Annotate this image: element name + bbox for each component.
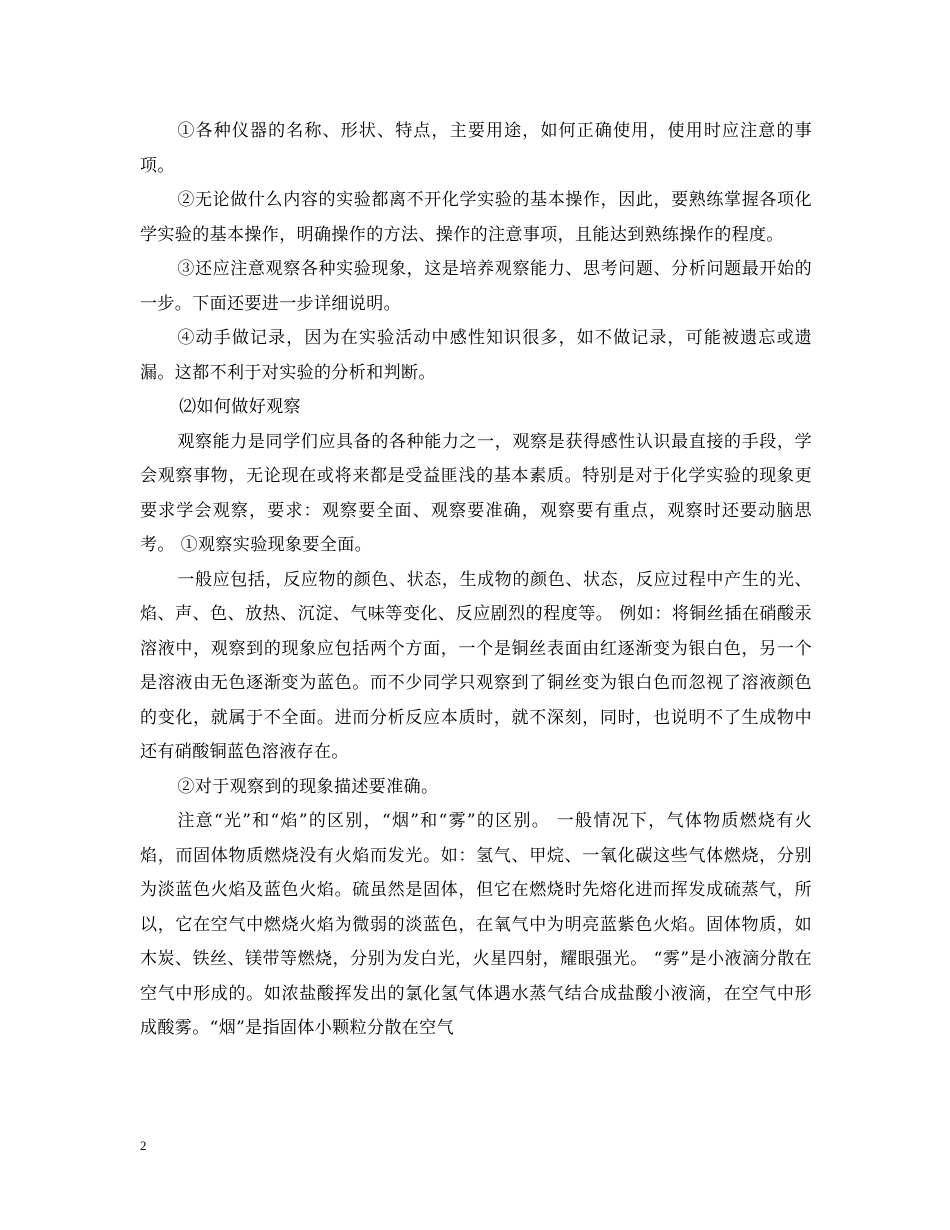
- paragraph-comprehensive-example: 一般应包括，反应物的颜色、状态，生成物的颜色、状态，反应过程中产生的光、焰、声、色、放热、沉淀、气味等变化、反应剧烈的程度等。 例如：将铜丝插在硝酸汞溶液中，观察到的现象应包括两个方面，一个是铜丝表面由红逐渐变为银白色，另一个是溶液由无色逐渐变为蓝色。而不少同学只观察到了铜丝变为银白色而忽视了溶液颜色的变化，就属于不全面。进而分析反应本质时，就不深刻，同时，也说明不了生成物中还有硝酸铜蓝色溶液存在。: [140, 569, 812, 762]
- paragraph-accurate-description: ②对于观察到的现象描述要准确。: [177, 776, 439, 797]
- paragraph-observation-ability: 观察能力是同学们应具备的各种能力之一，观察是获得感性认识最直接的手段，学会观察事物，无论现在或将来都是受益匪浅的基本素质。特别是对于化学实验的现象更要求学会观察，要求：观察要全面、观察要准确，观察要有重点，观察时还要动脑思考。 ①观察实验现象要全面。: [140, 431, 812, 555]
- paragraph-observe-phenomena: ③还应注意观察各种实验现象，这是培养观察能力、思考问题、分析问题最开始的一步。下面还要进一步详细说明。: [140, 259, 812, 314]
- section-heading-observation: ⑵如何做好观察: [179, 397, 301, 417]
- paragraph-take-notes: ④动手做记录，因为在实验活动中感性知识很多，如不做记录，可能被遗忘或遗漏。这都不利于对实验的分析和判断。: [140, 328, 812, 383]
- page-number: 2: [140, 1138, 147, 1153]
- paragraph-light-flame-smoke-fog: 注意“光”和“焰”的区别，“烟”和“雾”的区别。 一般情况下，气体物质燃烧有火焰，而固体物质燃烧没有火焰而发光。如：氢气、甲烷、一氧化碳这些气体燃烧，分别为淡蓝色火焰及蓝色火焰。硫虽然是固体，但它在燃烧时先熔化进而挥发成硫蒸气，所以，它在空气中燃烧火焰为微弱的淡蓝色，在氧气中为明亮蓝紫色火焰。固体物质，如木炭、铁丝、镁带等燃烧，分别为发白光，火星四射，耀眼强光。 “雾”是小液滴分散在空气中形成的。如浓盐酸挥发出的氯化氢气体遇水蒸气结合成盐酸小液滴，在空气中形成酸雾。“烟”是指固体小颗粒分散在空气: [140, 811, 812, 1038]
- paragraph-instrument-knowledge: ①各种仪器的名称、形状、特点，主要用途，如何正确使用，使用时应注意的事项。: [140, 121, 812, 176]
- document-body: [140, 114, 812, 1046]
- paragraph-basic-operations: ②无论做什么内容的实验都离不开化学实验的基本操作，因此，要熟练掌握各项化学实验的基本操作，明确操作的方法、操作的注意事项，且能达到熟练操作的程度。: [140, 190, 812, 245]
